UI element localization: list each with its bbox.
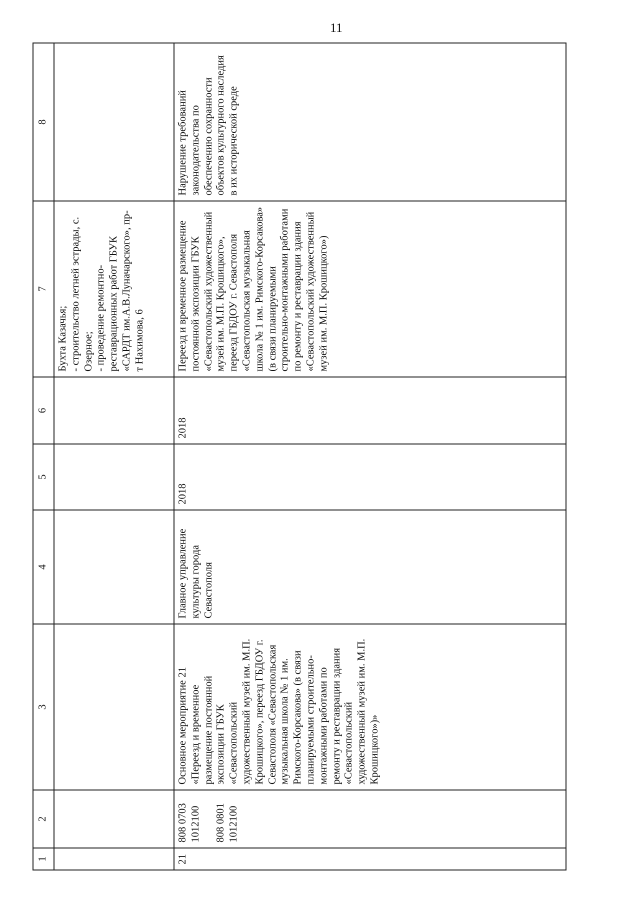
header-cell: 3 [33, 624, 54, 790]
cell-consequence [54, 43, 174, 201]
header-cell: 2 [33, 790, 54, 848]
cell-executor: Главное управление культуры города Севастополя [174, 510, 566, 624]
cell-end [54, 377, 174, 444]
rotated-table-container [33, 44, 567, 871]
cell-start: 2018 [174, 444, 566, 510]
header-cell: 6 [33, 377, 54, 444]
cell-end: 2018 [174, 377, 566, 444]
cell-result: Бухта Казачья; - строительство летней эстрады, с. Озерное; - проведение ремонтно-реставрационных работ ГБУК «САРДТ им.А.В.Луначарского», пр-т Нахимова, 6 [54, 201, 174, 377]
cell-result: Переезд и временное размещение постоянной экспозиции ГБУК «Севастопольский художественный музей им. М.П. Крошицкого», переезд ГБДОУ г. Севастополя «Севастопольская музыкальная школа № 1 им. Римского-Корсакова» (в связи планируемыми строительно-монтажными работами по ремонту и реставрации здания «Севастопольский художественный музей им. М.П. Крошицкого») [174, 201, 566, 377]
header-cell: 5 [33, 444, 54, 510]
cell-event [54, 624, 174, 790]
header-cell: 1 [33, 848, 54, 870]
page-number: 11 [330, 20, 343, 35]
table-row [54, 43, 174, 870]
cell-code [54, 790, 174, 848]
cell-consequence: Нарушение требований законодательства по обеспечению сохранности объектов культурного наследия в их исторической среде [174, 43, 566, 201]
header-cell: 7 [33, 201, 54, 377]
table-row [174, 43, 566, 870]
cell-start [54, 444, 174, 510]
cell-num [54, 848, 174, 870]
table-header-row [33, 43, 54, 870]
program-table [33, 43, 567, 871]
header-cell: 8 [33, 43, 54, 201]
cell-code: 808 0703 1012100 808 0801 1012100 [174, 790, 566, 848]
header-cell: 4 [33, 510, 54, 624]
cell-event: Основное мероприятие 21 «Переезд и временное размещение постоянной экспозиции ГБУК «Севастопольский художественный музей им. М.П. Крошицкого», переезд ГБДОУ г. Севастополя «Севастопольская музыкальная школа № 1 им. Римского-Корсакова» (в связи планируемыми строительно-монтажными работами по ремонту и реставрации здания «Севастопольский художественный музей им. М.П. Крошицкого»)» [174, 624, 566, 790]
cell-executor [54, 510, 174, 624]
cell-num: 21 [174, 848, 566, 870]
